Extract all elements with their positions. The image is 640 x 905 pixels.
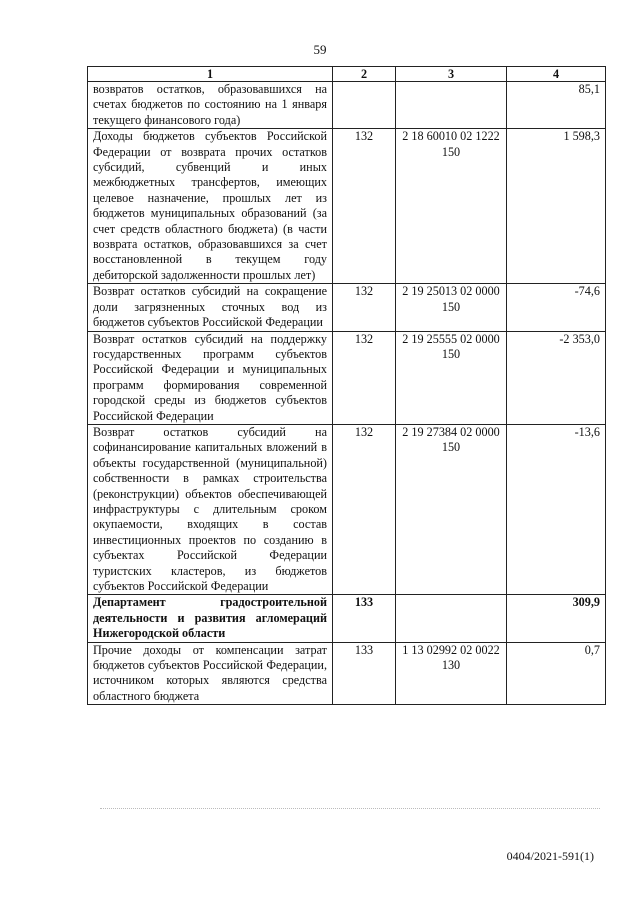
row-description: возвратов остатков, образовавшихся на счетах бюджетов по состоянию на 1 января текущего финансового года) (88, 82, 333, 129)
column-header: 2 (333, 67, 396, 82)
row-admin-code: 132 (333, 129, 396, 284)
row-amount: 1 598,3 (507, 129, 606, 284)
row-description: Департамент градостроительной деятельности и развития агломераций Нижегородской области (88, 595, 333, 642)
column-header: 3 (396, 67, 507, 82)
row-classification-code: 2 19 27384 02 0000 150 (396, 424, 507, 594)
column-header: 1 (88, 67, 333, 82)
row-amount: -74,6 (507, 284, 606, 331)
row-description: Возврат остатков субсидий на поддержку государственных программ субъектов Российской Федерации и муниципальных программ формирования современной городской среды из бюджетов субъектов Российской Федерации (88, 331, 333, 424)
table-row (88, 642, 606, 705)
row-admin-code: 132 (333, 424, 396, 594)
row-admin-code: 133 (333, 595, 396, 642)
page-number: 59 (313, 42, 327, 57)
row-classification-code: 2 18 60010 02 1222 150 (396, 129, 507, 284)
row-amount: 0,7 (507, 642, 606, 705)
column-header: 4 (507, 67, 606, 82)
document-code: 0404/2021-591(1) (506, 849, 594, 863)
row-classification-code: 1 13 02992 02 0022 130 (396, 642, 507, 705)
row-admin-code: 132 (333, 331, 396, 424)
table-row (88, 595, 606, 642)
table-row (88, 331, 606, 424)
row-classification-code: 2 19 25555 02 0000 150 (396, 331, 507, 424)
row-amount: -13,6 (507, 424, 606, 594)
row-admin-code: 132 (333, 284, 396, 331)
row-amount: 309,9 (507, 595, 606, 642)
row-description: Прочие доходы от компенсации затрат бюджетов субъектов Российской Федерации, источником которых являются средства областного бюджета (88, 642, 333, 705)
row-description: Возврат остатков субсидий на софинансирование капитальных вложений в объекты государственной (муниципальной) собственности в рамках строительства (реконструкции) объектов обеспечивающей инфраструктуры с длительным сроком окупаемости, входящих в состав инвестиционных проектов по созданию в субъектах Российской Федерации туристских кластеров, из бюджетов субъектов Российской Федерации (88, 424, 333, 594)
table-row (88, 82, 606, 129)
row-description: Возврат остатков субсидий на сокращение доли загрязненных сточных вод из бюджетов субъектов Российской Федерации (88, 284, 333, 331)
row-admin-code (333, 82, 396, 129)
footer-divider (100, 808, 600, 809)
table-row (88, 424, 606, 594)
table-header-row (88, 67, 606, 82)
revenue-table (87, 66, 606, 705)
table-row (88, 129, 606, 284)
row-amount: 85,1 (507, 82, 606, 129)
row-classification-code: 2 19 25013 02 0000 150 (396, 284, 507, 331)
row-classification-code (396, 595, 507, 642)
table-row (88, 284, 606, 331)
row-classification-code (396, 82, 507, 129)
row-description: Доходы бюджетов субъектов Российской Федерации от возврата прочих остатков субсидий, субвенций и иных межбюджетных трансфертов, имеющих целевое назначение, прошлых лет из бюджетов муниципальных образований (за счет средств областного бюджета) (в части возврата остатков, образовавшихся за счет восстановленной в текущем году дебиторской задолженности прошлых лет) (88, 129, 333, 284)
row-amount: -2 353,0 (507, 331, 606, 424)
row-admin-code: 133 (333, 642, 396, 705)
